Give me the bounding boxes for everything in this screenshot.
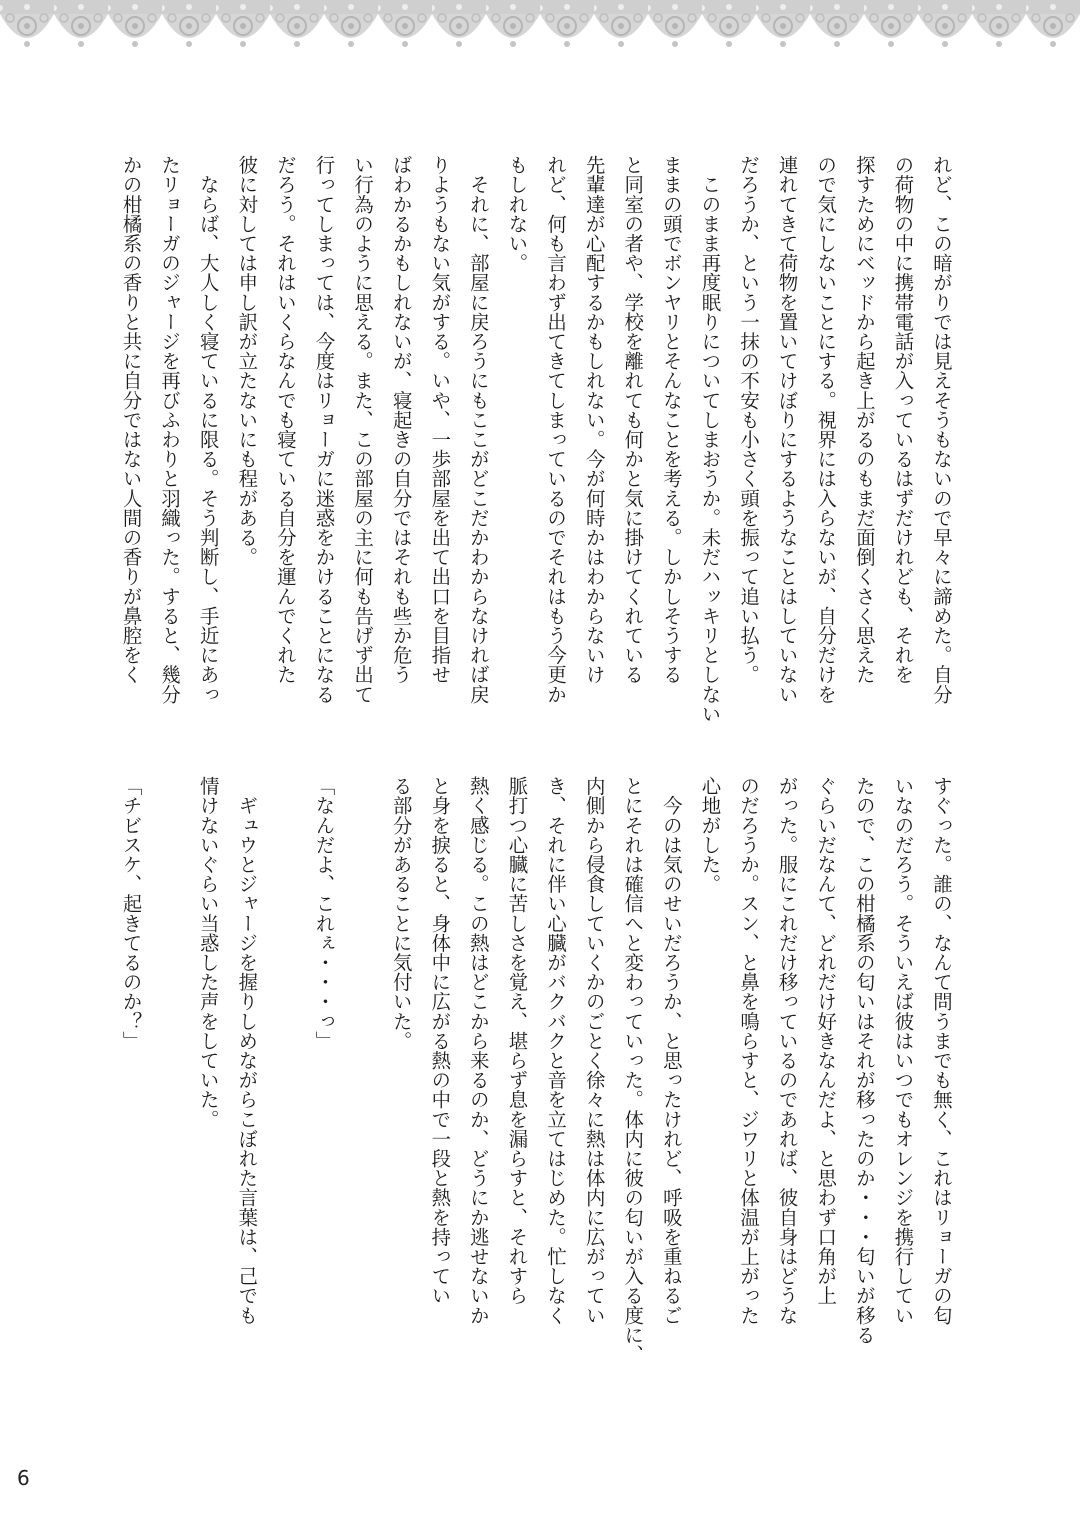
lace-border-decoration <box>0 0 1080 62</box>
text-column: き、それに伴い心臓がバクバクと音を立てはじめた。忙しなく <box>544 776 568 1325</box>
text-column: 情けないぐらい当惑した声をしていた。 <box>196 776 220 1129</box>
text-column: ので気にしないことにする。視界には入らないが、自分だけを <box>814 155 838 704</box>
text-column: い行為のように思える。また、この部屋の主に何も告げず出て <box>351 155 375 704</box>
text-column: 先輩達が心配するかもしれない。今が何時かはわからないけ <box>582 155 606 685</box>
text-column: る部分があることに気付いた。 <box>389 776 413 1051</box>
text-column: 心地がした。 <box>698 776 722 894</box>
text-column: れど、この暗がりでは見えそうもないので早々に諦めた。自分 <box>930 155 953 704</box>
text-column: 彼に対しては申し訳が立たないにも程がある。 <box>235 155 259 567</box>
text-block-top <box>111 155 960 724</box>
text-column: のだろうか。スン、と鼻を鳴らすと、ジワリと体温が上がった <box>737 776 761 1325</box>
text-column: もしれない。 <box>505 155 529 273</box>
text-column: たので、この柑橘系の匂いはそれが移ったのか・・・匂いが移る <box>852 776 876 1345</box>
text-column: 連れてきて荷物を置いてけぼりにするようなことはしていない <box>775 155 799 704</box>
text-column: いなのだろう。そういえば彼はいつでもオレンジを携行してい <box>891 776 915 1325</box>
text-column: れど、何も言わず出てきてしまっているのでそれはもう今更か <box>544 155 568 704</box>
text-column: の荷物の中に携帯電話が入っているはずだけれども、それを <box>891 155 915 685</box>
text-column: ままの頭でボンヤリとそんなことを考える。しかしそうする <box>659 155 683 685</box>
text-column: とにそれは確信へと変わっていった。体内に彼の匂いが入る度に、 <box>621 776 645 1364</box>
text-column: 内側から侵食していくかのごとく徐々に熱は体内に広がってい <box>582 776 606 1325</box>
text-column: ぐらいだなんて、どれだけ好きなんだよ、と思わず口角が上 <box>814 776 838 1306</box>
text-column: だろうか、という一抹の不安も小さく頭を振って追い払う。 <box>737 155 761 685</box>
text-column: と身を捩ると、身体中に広がる熱の中で一段と熱を持ってい <box>428 776 452 1306</box>
blank-line <box>343 776 382 1316</box>
text-column: りようもない気がする。いや、一歩部屋を出て出口を目指せ <box>428 155 452 685</box>
text-column: かの柑橘系の香りと共に自分ではない人間の香りが鼻腔をく <box>119 155 143 685</box>
dialogue-line: 「チビスケ、起きてるのか？」 <box>119 776 143 1051</box>
text-column: 脈打つ心臓に苦しさを覚え、堪らず息を漏らすと、それすら <box>505 776 529 1306</box>
text-column: すぐった。誰の、なんて問うまでも無く、これはリョーガの匂 <box>930 776 953 1325</box>
text-column: がった。服にこれだけ移っているのであれば、彼自身はどうな <box>775 776 799 1325</box>
text-column: それに、部屋に戻ろうにもここがどこだかわからなければ戻 <box>466 155 490 704</box>
page-number: 6 <box>17 1466 30 1490</box>
text-column: たリョーガのジャージを再びふわりと羽織った。すると、幾分 <box>158 155 182 704</box>
text-column: このまま再度眠りについてしまおうか。未だハッキリとしない <box>698 155 722 724</box>
text-column: 今のは気のせいだろうか、と思ったけれど、呼吸を重ねるご <box>659 776 683 1325</box>
text-column: と同室の者や、学校を離れても何かと気に掛けてくれている <box>621 155 645 685</box>
text-column: 熱く感じる。この熱はどこから来るのか、どうにか逃せないか <box>466 776 490 1325</box>
blank-line <box>265 776 304 1316</box>
text-block-bottom <box>111 776 960 1364</box>
text-column: 探すためにベッドから起き上がるのもまだ面倒くさく思えた <box>852 155 876 685</box>
text-column: だろう。それはいくらなんでも寝ている自分を運んでくれた <box>273 155 297 685</box>
blank-line <box>150 776 189 1316</box>
text-column: ならば、大人しく寝ているに限る。そう判断し、手近にあっ <box>196 155 220 704</box>
text-column: ギュウとジャージを握りしめながらこぼれた言葉は、己でも <box>235 776 259 1325</box>
dialogue-line: 「なんだよ、これぇ・・・っ」 <box>312 776 336 1051</box>
text-column: ばわかるかもしれないが、寝起きの自分ではそれも些か危う <box>389 155 413 685</box>
text-column: 行ってしまっては、今度はリョーガに迷惑をかけることになる <box>312 155 336 704</box>
